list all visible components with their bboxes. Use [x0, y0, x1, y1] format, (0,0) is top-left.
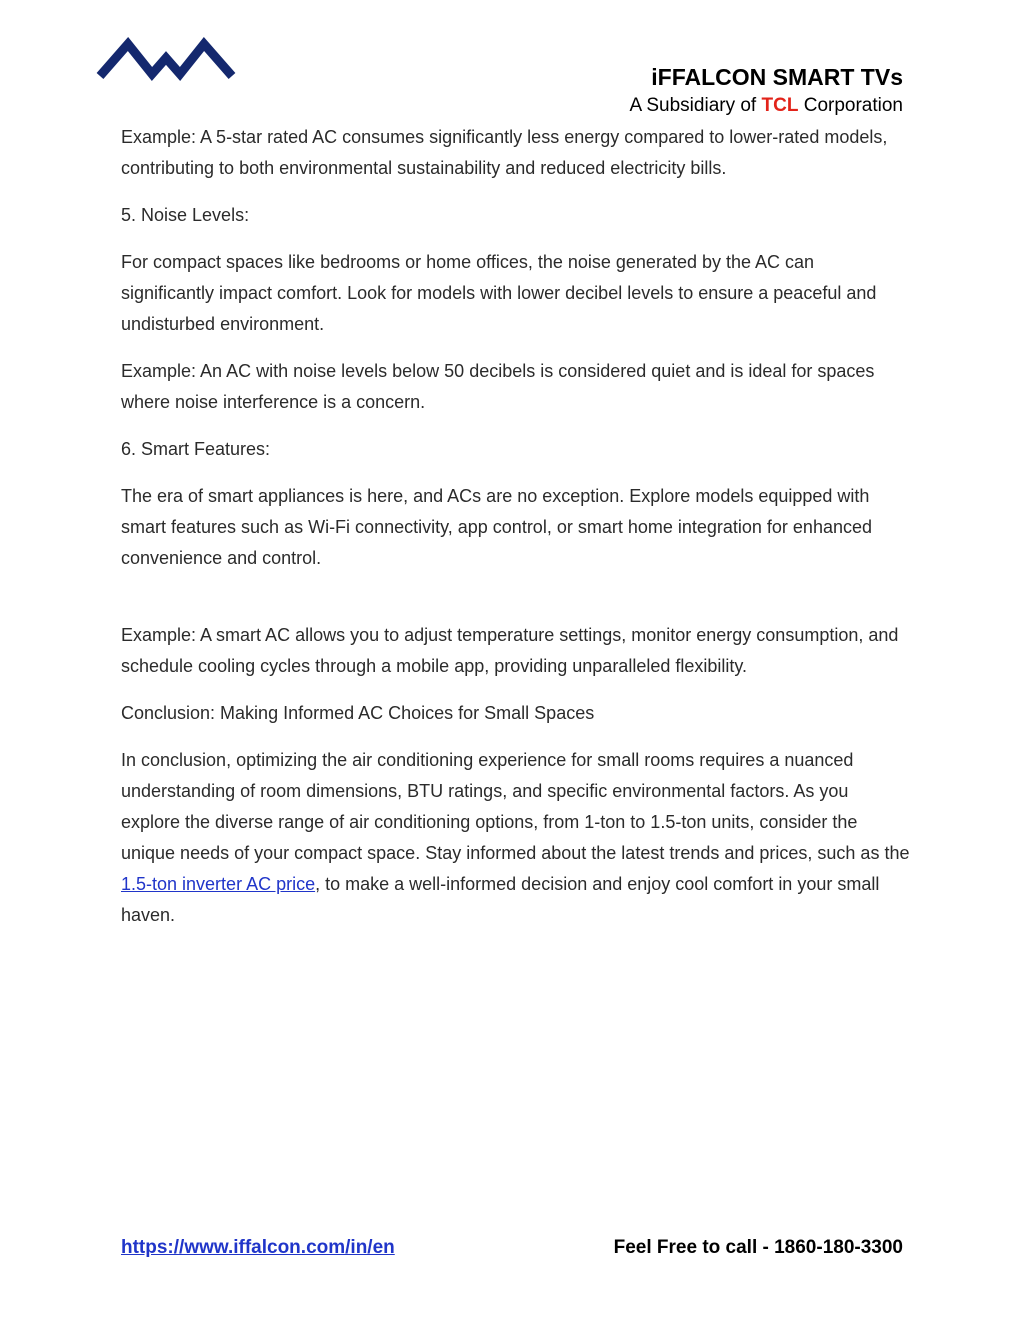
heading-conclusion: Conclusion: Making Informed AC Choices for Small Spaces: [121, 703, 595, 723]
conclusion-text-before: In conclusion, optimizing the air conditioning experience for small rooms requires a nuanced understanding of room dimensions, BTU ratings, and specific environmental factors. As you explore the diverse range of air conditioning options, from 1-ton to 1.5-ton units, consider the unique needs of your compact space. Stay informed about the latest trends and prices, such as the: [121, 750, 910, 863]
website-link[interactable]: https://www.iffalcon.com/in/en: [121, 1237, 395, 1258]
document-body: [121, 122, 911, 947]
paragraph-conclusion: [121, 745, 911, 931]
iffalcon-chevron-logo-icon: [96, 30, 236, 86]
paragraph-smart-example: Example: A smart AC allows you to adjust temperature settings, monitor energy consumption, and schedule cooling cycles through a mobile app, providing unparalleled flexibility.: [121, 625, 899, 676]
conclusion-text-after: , to make a well-informed decision and enjoy cool comfort in your small haven.: [121, 874, 880, 925]
paragraph-noise-example: Example: An AC with noise levels below 50 decibels is considered quiet and is ideal for spaces where noise interference is a concern.: [121, 361, 875, 412]
brand-block: [629, 62, 903, 119]
page-footer: [121, 1237, 903, 1267]
heading-noise-levels: 5. Noise Levels:: [121, 205, 250, 225]
iffalcon-logo: [96, 30, 236, 86]
paragraph-noise-levels: For compact spaces like bedrooms or home offices, the noise generated by the AC can significantly impact comfort. Look for models with lower decibel levels to ensure a peaceful and undisturbed environment.: [121, 252, 877, 334]
heading-smart-features: 6. Smart Features:: [121, 439, 271, 459]
subtitle-prefix: A Subsidiary of: [629, 95, 762, 116]
paragraph-smart-features: The era of smart appliances is here, and ACs are no exception. Explore models equipped with smart features such as Wi-Fi connectivity, app control, or smart home integration for enhanced convenience and control.: [121, 486, 872, 568]
brand-subtitle: [629, 93, 903, 119]
brand-title: iFFALCON SMART TVs: [651, 64, 903, 90]
inverter-ac-price-link[interactable]: 1.5-ton inverter AC price: [121, 874, 316, 894]
subtitle-suffix: Corporation: [798, 95, 903, 116]
tcl-highlight: TCL: [761, 95, 799, 116]
call-info: Feel Free to call - 1860-180-3300: [613, 1237, 903, 1258]
paragraph-energy-example: Example: A 5-star rated AC consumes significantly less energy compared to lower-rated models, contributing to both environmental sustainability and reduced electricity bills.: [121, 127, 888, 178]
